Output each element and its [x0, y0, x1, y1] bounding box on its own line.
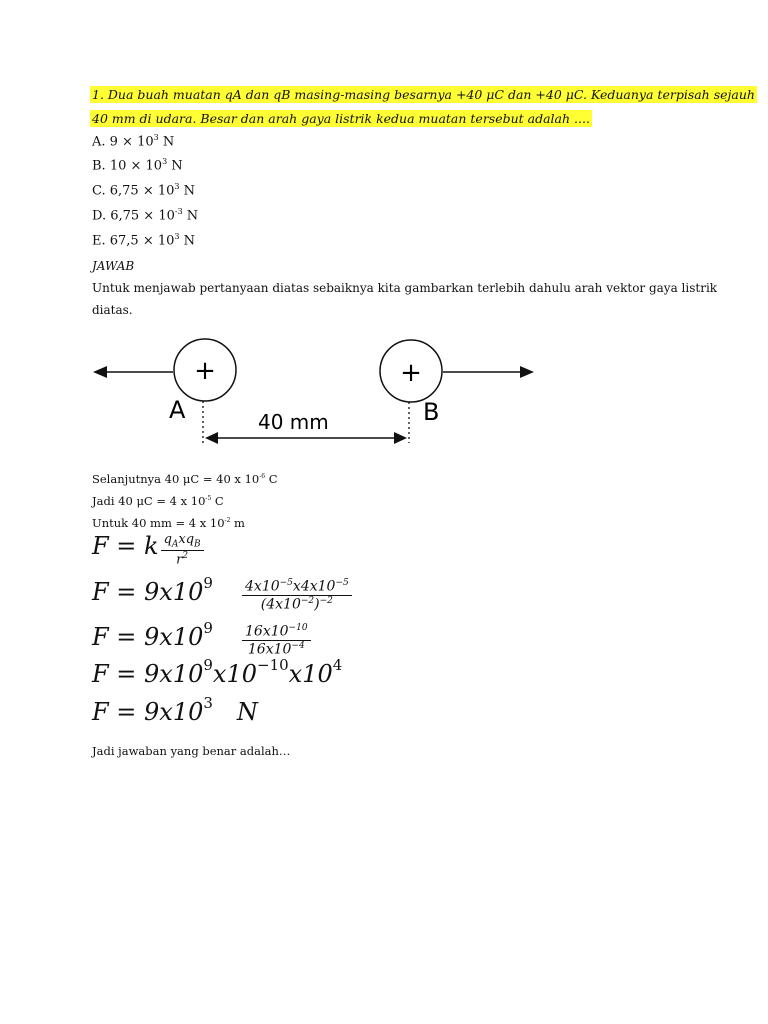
conversion-1: Selanjutnya 40 μC = 40 x $10^{-6}$ C [92, 472, 278, 486]
force-vector-diagram [85, 335, 555, 450]
distance-label: 40 mm [258, 410, 329, 434]
label-a: A [169, 396, 186, 424]
option-a: A. $9 \times 10^3$ N [92, 133, 175, 150]
force-arrow-b-head [520, 366, 534, 378]
formula-3: F = 9x109 $\frac{16x10^{-10}}{16x10^{-4}}$ [92, 619, 311, 658]
explanation-line-2: diatas. [92, 303, 133, 317]
option-c: C. $6,75 \times 10^3$ N [92, 182, 196, 199]
conclusion-text: Jadi jawaban yang benar adalah… [92, 744, 291, 758]
formula-2: F = 9x109 $\frac{4x10^{-5}x4x10^{-5}}{(4x10^{-2})^{-2}}$ [92, 574, 352, 613]
distance-arrow-right [394, 432, 407, 444]
question-line-2: 40 mm di udara. Besar dan arah gaya listrik kedua muatan tersebut adalah .... [92, 111, 590, 126]
option-b: B. $10 \times 10^3$ N [92, 157, 183, 174]
option-e: E. $67,5 \times 10^3$ N [92, 232, 196, 249]
explanation-line-1: Untuk menjawab pertanyaan diatas sebaiknya kita gambarkan terlebih dahulu arah vektor gaya listrik [92, 281, 718, 295]
question-line-1: 1. Dua buah muatan qA dan qB masing-masing besarnya +40 μC dan +40 μC. Keduanya terpisah sejauh [92, 87, 755, 102]
formula-4: F = 9x109x10−10x104 [92, 656, 343, 688]
option-d: D. $6,75 \times 10^{-3}$ N [92, 207, 199, 224]
conversion-2: Jadi 40 μC = 4 x $10^{-5}$ C [92, 494, 224, 508]
label-b: B [423, 398, 440, 426]
distance-arrow-left [205, 432, 218, 444]
force-arrow-a-head [93, 366, 107, 378]
conversion-3: Untuk 40 mm = 4 x $10^{-2}$ m [92, 516, 245, 530]
answer-heading: JAWAB [92, 259, 135, 273]
formula-5: F = 9x103 N [92, 694, 258, 726]
charge-b-sign: + [400, 358, 422, 388]
charge-a-sign: + [194, 356, 216, 386]
formula-1: F = k $\frac{q_Axq_B}{r^2}$ [92, 532, 204, 567]
